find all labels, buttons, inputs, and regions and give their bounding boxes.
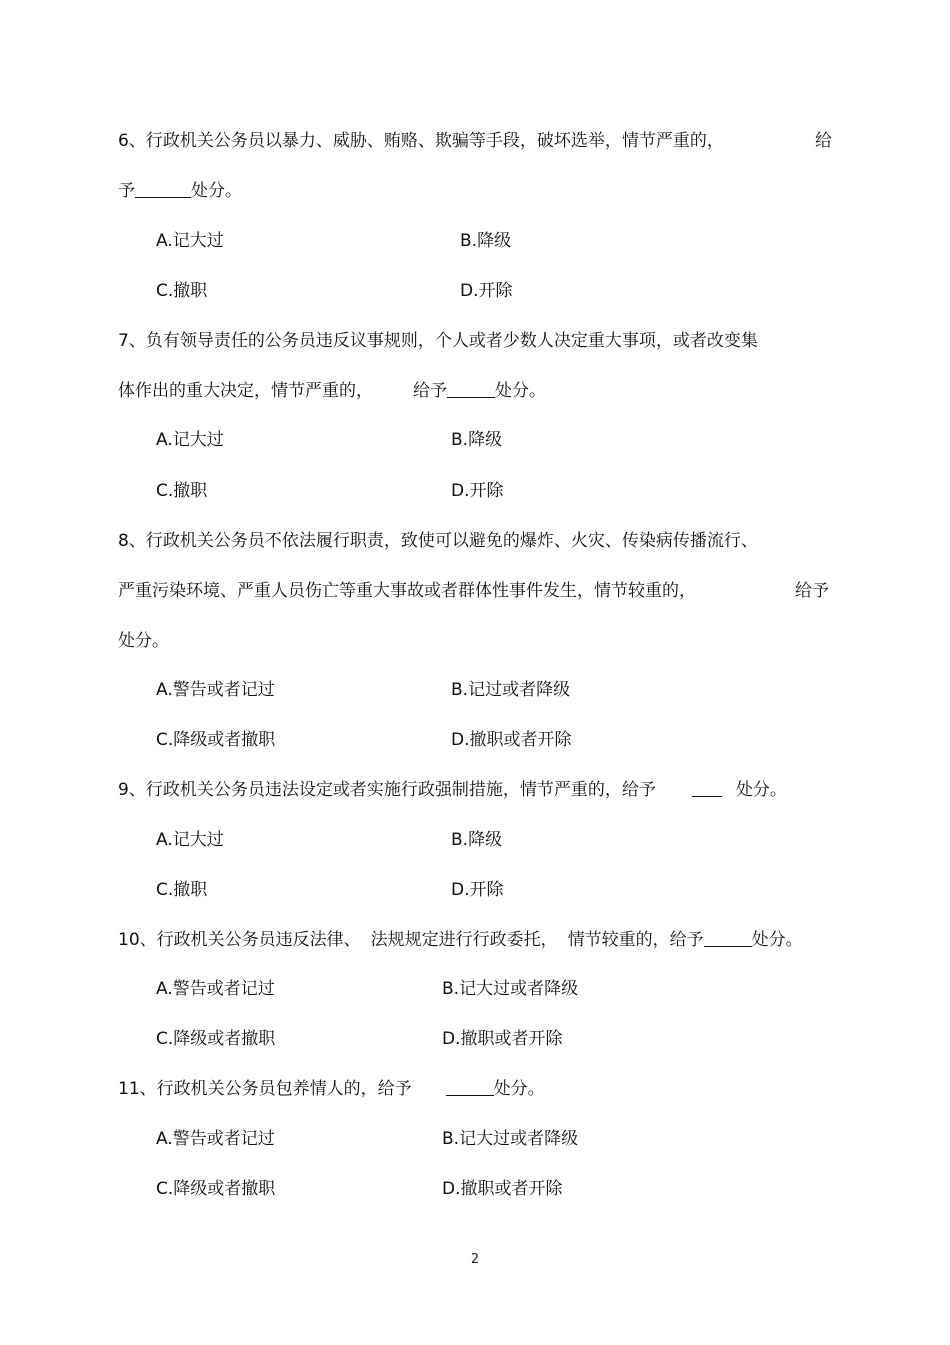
q10-option-a: A.警告或者记过 (156, 979, 275, 999)
q10-option-c: C.降级或者撤职 (156, 1029, 276, 1049)
q6-option-c: C.撤职 (156, 281, 208, 301)
q8-line1: 8、行政机关公务员不依法履行职责，致使可以避免的爆炸、火灾、传染病传播流行、 (118, 531, 758, 551)
q8-option-d: D.撤职或者开除 (451, 730, 572, 750)
q6-option-a: A.记大过 (156, 231, 224, 251)
q9-option-b: B.降级 (451, 830, 503, 850)
q7-line2: 体作出的重大决定，情节严重的， 给予 处分。 (118, 381, 546, 401)
q9-option-a: A.记大过 (156, 830, 224, 850)
q8-option-b: B.记过或者降级 (451, 680, 571, 700)
answer-blank (447, 381, 495, 398)
page-number: 2 (470, 1252, 480, 1267)
q10-line1: 10、行政机关公务员违反法律、 法规规定进行行政委托， 情节较重的，给予 处分。 (118, 930, 803, 950)
q6-line1: 6、行政机关公务员以暴力、威胁、贿赂、欺骗等手段，破坏选举，情节严重的， (118, 131, 724, 151)
q8-line2-tail: 给予 (795, 581, 829, 601)
q7-line1: 7、负有领导责任的公务员违反议事规则，个人或者少数人决定重大事项，或者改变集 (118, 331, 758, 351)
q9-line1: 9、行政机关公务员违法设定或者实施行政强制措施，情节严重的，给予 处分。 (118, 780, 787, 800)
q7-option-d: D.开除 (451, 481, 504, 501)
q10-option-d: D.撤职或者开除 (442, 1029, 563, 1049)
q7-option-a: A.记大过 (156, 430, 224, 450)
q8-option-a: A.警告或者记过 (156, 680, 275, 700)
answer-blank (692, 780, 722, 797)
q10-option-b: B.记大过或者降级 (442, 979, 579, 999)
q11-line1: 11、行政机关公务员包养情人的，给予 处分。 (118, 1079, 545, 1099)
q8-option-c: C.降级或者撤职 (156, 730, 276, 750)
answer-blank (135, 181, 191, 198)
answer-blank (704, 930, 752, 947)
q8-line2: 严重污染环境、严重人员伤亡等重大事故或者群体性事件发生，情节较重的， (118, 581, 696, 601)
q6-line1-tail: 给 (815, 131, 832, 151)
q8-line3: 处分。 (118, 631, 169, 651)
q9-option-c: C.撤职 (156, 880, 208, 900)
answer-blank (446, 1079, 494, 1096)
q7-option-b: B.降级 (451, 430, 503, 450)
q7-option-c: C.撤职 (156, 481, 208, 501)
q6-option-d: D.开除 (460, 281, 513, 301)
q11-option-c: C.降级或者撤职 (156, 1179, 276, 1199)
q11-option-b: B.记大过或者降级 (442, 1129, 579, 1149)
q9-option-d: D.开除 (451, 880, 504, 900)
q11-option-a: A.警告或者记过 (156, 1129, 275, 1149)
q6-option-b: B.降级 (460, 231, 512, 251)
q6-line2: 予 处分。 (118, 181, 242, 201)
q11-option-d: D.撤职或者开除 (442, 1179, 563, 1199)
